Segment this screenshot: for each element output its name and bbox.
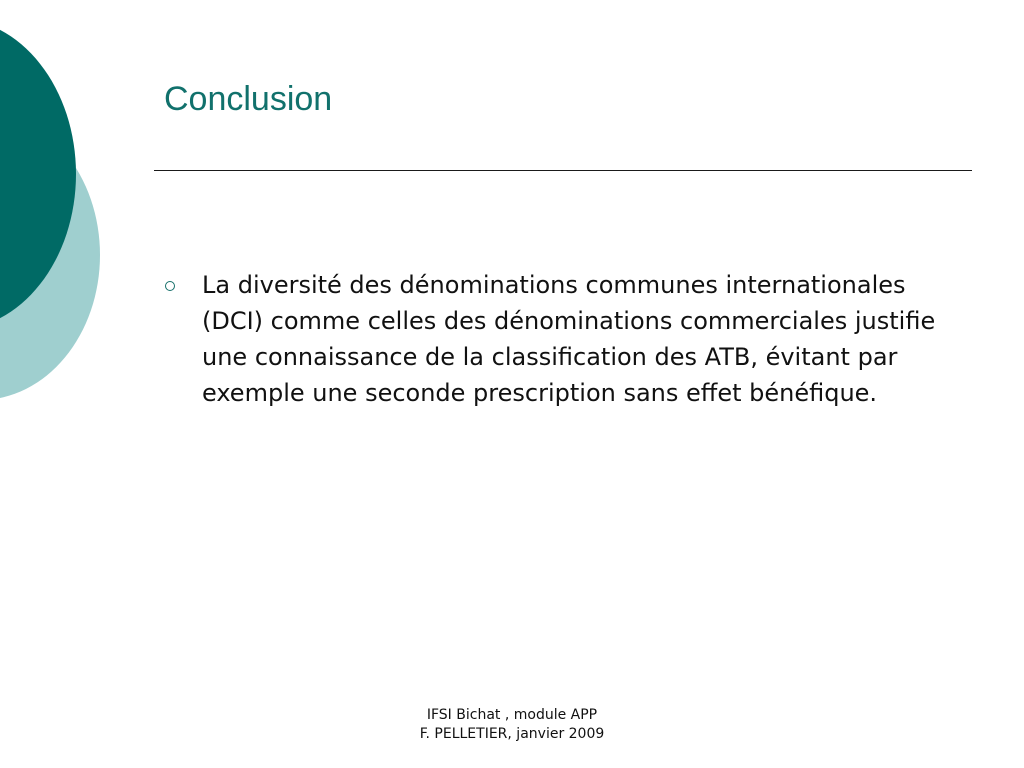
- hollow-circle-bullet-icon: [165, 281, 175, 291]
- slide-title: Conclusion: [164, 80, 333, 118]
- title-divider: [154, 170, 972, 171]
- bullet-text: La diversité des dénominations communes internationales (DCI) comme celles des dénominations commerciales justifie une connaissance de la classification des ATB, évitant par exemple une seconde prescription sans effet bénéfique.: [202, 271, 936, 407]
- bullet-list: [164, 267, 964, 411]
- footer-line-2: F. PELLETIER, janvier 2009: [419, 726, 605, 742]
- footer-line-1: IFSI Bichat , module APP: [426, 707, 598, 723]
- slide-footer: [352, 706, 672, 744]
- bullet-item: [164, 267, 964, 411]
